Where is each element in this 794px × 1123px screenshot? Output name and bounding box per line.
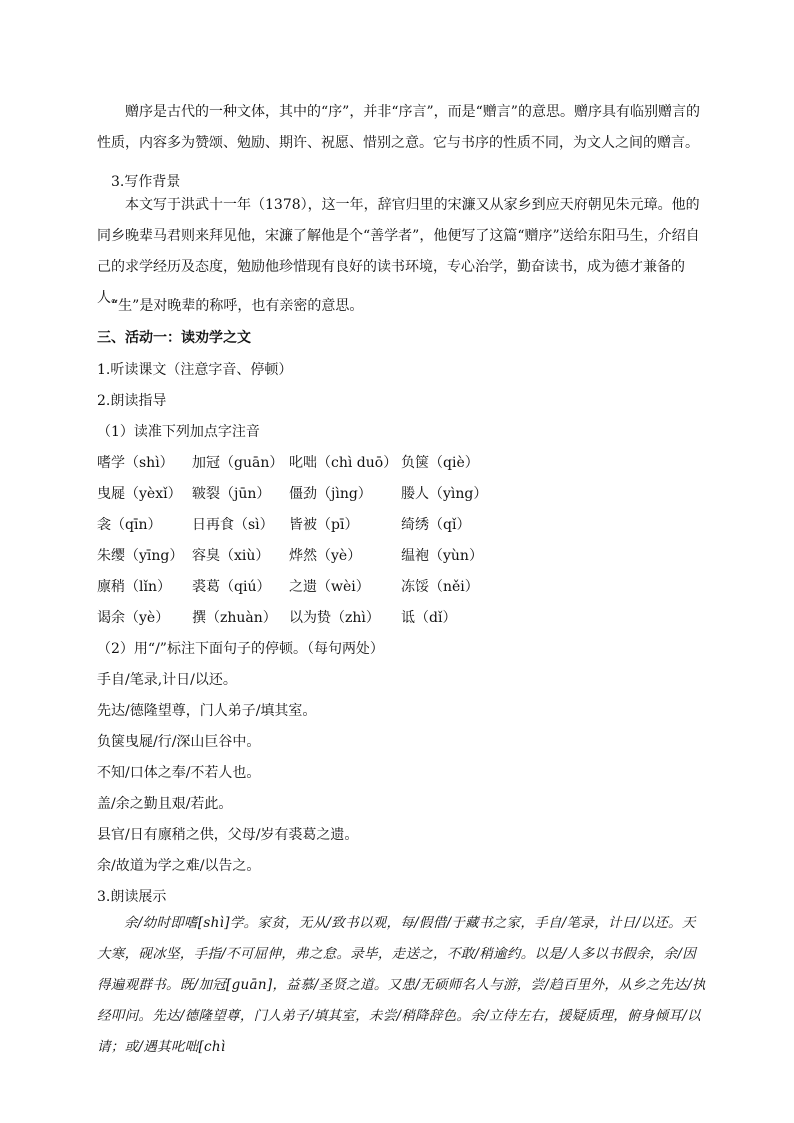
pinyin-entry: 撰（zhuàn） [192, 610, 277, 626]
pinyin-entry: 嗜学（shì） [97, 455, 174, 471]
pinyin-entry: 朱缨（yīng） [97, 548, 184, 564]
pinyin-entry: 烨然（yè） [289, 548, 362, 564]
reading-passage: 余/幼时即嗜[shì]学。家贫，无从/致书以观，每/假借/于藏书之家，手自/笔录，计日/以还。天大寒，砚冰坚，手指/不可屈伸，弗之怠。录毕，走送之，不敢/稍逾约。以是/人多以书假余，余/因得遍观群书。既/加冠[guān]，益慕/圣贤之道。又患/无硕师名人与游，尝/趋百里外，从乡之先达/执经叩问。先达/德隆望尊，门人弟子/填其室，未尝/稍降辞色。余/立侍左右，援疑质理，俯身倾耳/以请；或/遇其叱咄[chì [97, 915, 706, 1055]
pinyin-entry: 之遗（wèi） [289, 579, 370, 595]
background-heading: 3.写作背景 [111, 174, 181, 190]
pause-sentence: 负箧曳屣/行/深山巨谷中。 [97, 734, 261, 750]
pinyin-entry: 衾（qīn） [97, 517, 162, 533]
pause-sentence: 不知/口体之奉/不若人也。 [97, 765, 261, 781]
pinyin-entry: 缊袍（yùn） [401, 548, 483, 564]
pinyin-entry: 冻馁（něi） [401, 579, 479, 595]
pause-sentence: 先达/德隆望尊，门人弟子/填其室。 [97, 703, 317, 719]
item-reading-guide: 2.朗读指导 [97, 393, 167, 409]
pinyin-entry: 裘葛（qiú） [192, 579, 271, 595]
pinyin-entry: 绮绣（qǐ） [401, 517, 471, 533]
pinyin-entry: 曳屣（yèxǐ） [97, 486, 182, 502]
pause-sentence: 余/故道为学之难/以告之。 [97, 858, 261, 874]
pinyin-entry: 叱咄（chì duō） [289, 455, 398, 471]
pinyin-entry: 廪稍（lǐn） [97, 579, 171, 595]
pinyin-entry: 日再食（sì） [192, 517, 274, 533]
pinyin-entry: 容臭（xiù） [192, 548, 270, 564]
pinyin-entry: 媵人（yìng） [401, 486, 488, 502]
pinyin-entry: 负箧（qiè） [401, 455, 479, 471]
sub-pinyin-instruction: （1）读准下列加点字注音 [97, 424, 260, 440]
section-heading: 三、活动一：读劝学之文 [97, 330, 251, 346]
item-listen: 1.听读课文（注意字音、停顿） [97, 362, 293, 378]
background-paragraph: 本文写于洪武十一年（1378），这一年，辞官归里的宋濂又从家乡到应天府朝见朱元璋。他的同乡晚辈马君则来拜见他，宋濂了解他是个“善学者”，他便写了这篇“赠序”送给东阳马生，介绍自己的求学经历及态度，勉励他珍惜现有良好的读书环境，专心治学，勤奋读书，成为德才兼备的人。 [97, 197, 700, 306]
pinyin-entry: 谒余（yè） [97, 610, 170, 626]
sheng-note: “生”是对晚辈的称呼，也有亲密的意思。 [111, 298, 364, 314]
intro-paragraph: 赠序是古代的一种文体，其中的“序”，并非“序言”，而是“赠言”的意思。赠序具有临别赠言的性质，内容多为赞颂、勉励、期许、祝愿、惜别之意。它与书序的性质不同，为文人之间的赠言。 [97, 104, 700, 151]
pinyin-entry: 以为贽（zhì） [289, 610, 380, 626]
pause-sentence: 盖/余之勤且艰/若此。 [97, 796, 233, 812]
pinyin-entry: 加冠（guān） [192, 455, 284, 471]
pinyin-entry: 皆被（pī） [289, 517, 359, 533]
item-reading-showcase: 3.朗读展示 [97, 889, 167, 905]
sub-pause-instruction: （2）用“/”标注下面句子的停顿。（每句两处） [97, 641, 384, 657]
pinyin-entry: 僵劲（jìng） [289, 486, 372, 502]
pinyin-entry: 皲裂（jūn） [192, 486, 271, 502]
pause-sentence: 手自/笔录,计日/以还。 [97, 672, 237, 688]
pause-sentence: 县官/日有廪稍之供，父母/岁有裘葛之遗。 [97, 827, 359, 843]
pinyin-entry: 诋（dǐ） [401, 610, 457, 626]
